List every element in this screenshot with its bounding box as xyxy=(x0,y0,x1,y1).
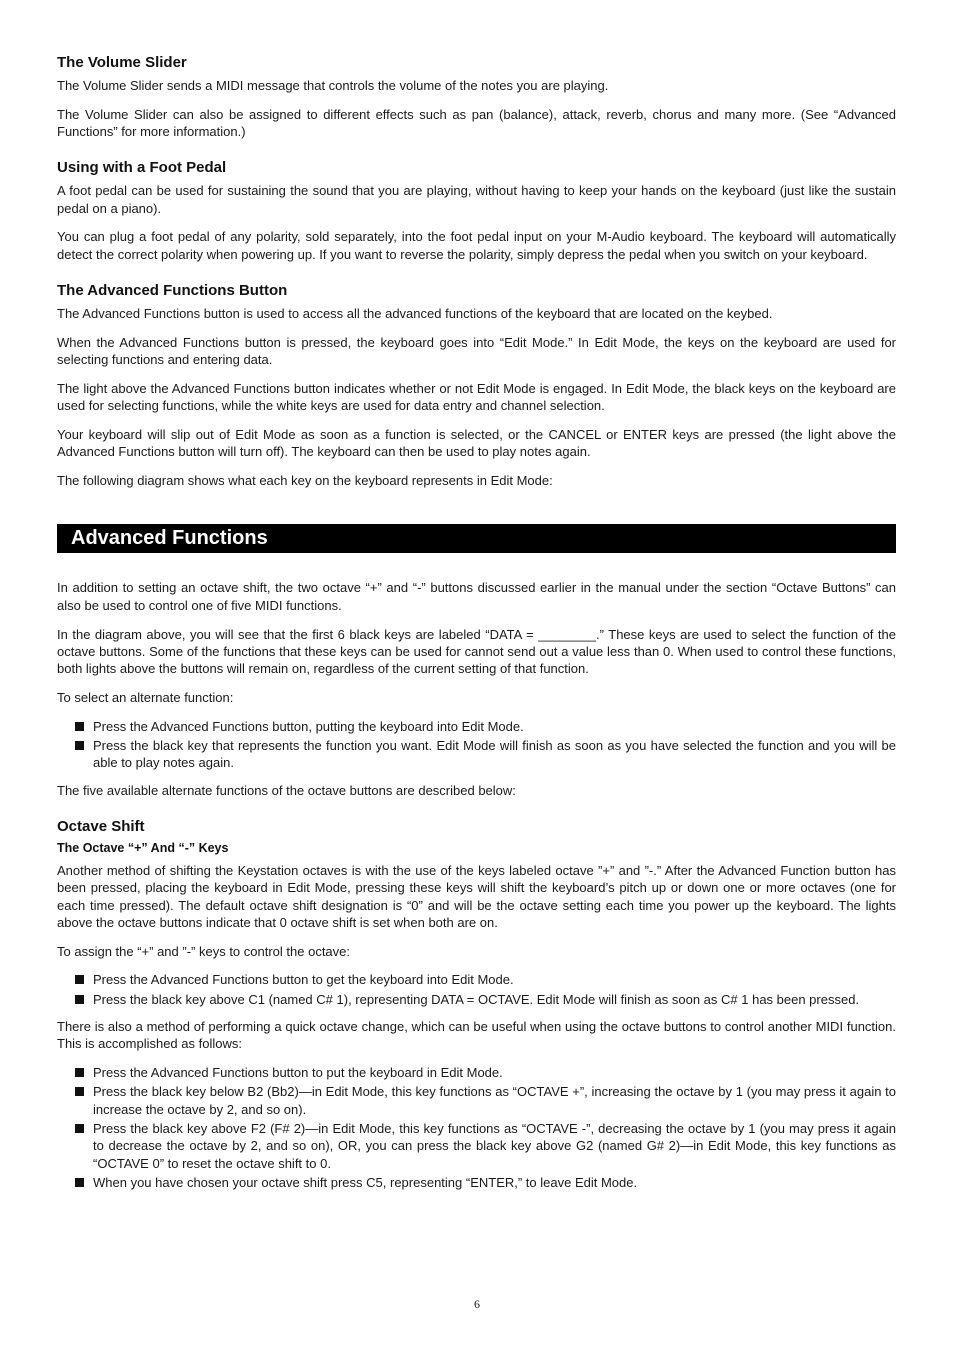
paragraph: The light above the Advanced Functions button indicates whether or not Edit Mode is engaged. In Edit Mode, the black keys on the keyboard are used for selecting functions, while the white keys are used for data entry and channel selection. xyxy=(57,380,896,414)
list-item: Press the Advanced Functions button to put the keyboard in Edit Mode. xyxy=(57,1064,896,1081)
paragraph: There is also a method of performing a quick octave change, which can be useful when using the octave buttons to control another MIDI function. This is accomplished as follows: xyxy=(57,1019,896,1052)
paragraph: The five available alternate functions of the octave buttons are described below: xyxy=(57,782,516,798)
paragraph: The Volume Slider sends a MIDI message that controls the volume of the notes you are playing. xyxy=(57,78,609,93)
list-item: Press the black key above F2 (F# 2)—in Edit Mode, this key functions as “OCTAVE -”, decreasing the octave by 1 (you may press it again to decrease the octave by 2, and so on), OR, you can press the black key above G2 (named G# 2)—in Edit Mode, this key functions as “OCTAVE 0” to reset the octave shift to 0. xyxy=(57,1120,896,1172)
paragraph: Another method of shifting the Keystation octaves is with the use of the keys labeled octave ”+” and ”-.” After the Advanced Function button has been pressed, placing the keyboard in Edit Mode, pressing these keys will shift the keyboard’s pitch up or down one or more octaves (one for each time pressed). The default octave shift designation is “0” and will be the octave setting each time you power up the keyboard. The lights above the octave buttons indicate that 0 octave shift is set when both are on. xyxy=(57,862,896,930)
bullet-list-select-function xyxy=(57,718,896,772)
paragraph: Your keyboard will slip out of Edit Mode as soon as a function is selected, or the CANCEL or ENTER keys are pressed (the light above the Advanced Functions button will turn off). The keyboard can then be used to play notes again. xyxy=(57,427,896,460)
paragraph: The following diagram shows what each key on the keyboard represents in Edit Mode: xyxy=(57,473,553,489)
section-title-foot-pedal: Using with a Foot Pedal xyxy=(57,159,227,177)
section-title-octave-shift: Octave Shift xyxy=(57,817,145,835)
list-item: Press the black key that represents the function you want. Edit Mode will finish as soon as you have selected the function and you will be able to play notes again. xyxy=(57,737,896,772)
subsection-title-octave-keys: The Octave “+” And “-” Keys xyxy=(57,840,229,855)
square-bullet-icon xyxy=(75,741,84,750)
paragraph: A foot pedal can be used for sustaining the sound that you are playing, without having to keep your hands on the keyboard (just like the sustain pedal on a piano). xyxy=(57,183,896,216)
paragraph: To select an alternate function: xyxy=(57,689,234,705)
page-number: 6 xyxy=(474,1297,480,1311)
square-bullet-icon xyxy=(75,1178,84,1187)
list-item: Press the black key below B2 (Bb2)—in Edit Mode, this key functions as “OCTAVE +”, increasing the octave by 1 (you may press it again to increase the octave by 2, and so on). xyxy=(57,1083,896,1118)
list-item: Press the Advanced Functions button to get the keyboard into Edit Mode. xyxy=(57,971,896,988)
list-item: When you have chosen your octave shift press C5, representing “ENTER,” to leave Edit Mode. xyxy=(57,1174,896,1191)
square-bullet-icon xyxy=(75,1124,84,1133)
paragraph: The Advanced Functions button is used to access all the advanced functions of the keyboard that are located on the keybed. xyxy=(57,306,773,322)
square-bullet-icon xyxy=(75,1087,84,1096)
paragraph: In addition to setting an octave shift, the two octave “+” and “-” buttons discussed earlier in the manual under the section “Octave Buttons” can also be used to control one of five MIDI functions. xyxy=(57,580,896,613)
bullet-list-assign-octave xyxy=(57,971,896,1008)
section-title-volume-slider: The Volume Slider xyxy=(57,54,187,71)
advanced-functions-banner: Advanced Functions xyxy=(57,524,896,553)
square-bullet-icon xyxy=(75,722,84,731)
list-item: Press the Advanced Functions button, putting the keyboard into Edit Mode. xyxy=(57,718,896,735)
manual-page xyxy=(57,54,896,1201)
square-bullet-icon xyxy=(75,975,84,984)
paragraph: When the Advanced Functions button is pressed, the keyboard goes into “Edit Mode.” In Edit Mode, the keys on the keyboard are used for selecting functions and entering data. xyxy=(57,334,896,368)
paragraph: You can plug a foot pedal of any polarity, sold separately, into the foot pedal input on your M-Audio keyboard. The keyboard will automatically detect the correct polarity when powering up. If you want to reverse the polarity, simply depress the pedal when you switch on your keyboard. xyxy=(57,229,896,262)
bullet-list-quick-octave xyxy=(57,1064,896,1191)
paragraph: The Volume Slider can also be assigned to different effects such as pan (balance), attack, reverb, chorus and many more. (See “Advanced Functions” for more information.) xyxy=(57,106,896,140)
paragraph: To assign the “+” and ”-” keys to control the octave: xyxy=(57,943,351,959)
paragraph: In the diagram above, you will see that the first 6 black keys are labeled “DATA = ________.” These keys are used to select the function of the octave buttons. Some of the functions that these keys can be used for cannot send out a value less than 0. When used to control these functions, both lights above the buttons will remain on, regardless of the current setting of that function. xyxy=(57,626,896,677)
square-bullet-icon xyxy=(75,995,84,1004)
list-item: Press the black key above C1 (named C# 1), representing DATA = OCTAVE. Edit Mode will finish as soon as C# 1 has been pressed. xyxy=(57,991,896,1008)
section-title-advanced-functions-button: The Advanced Functions Button xyxy=(57,282,288,300)
square-bullet-icon xyxy=(75,1068,84,1077)
